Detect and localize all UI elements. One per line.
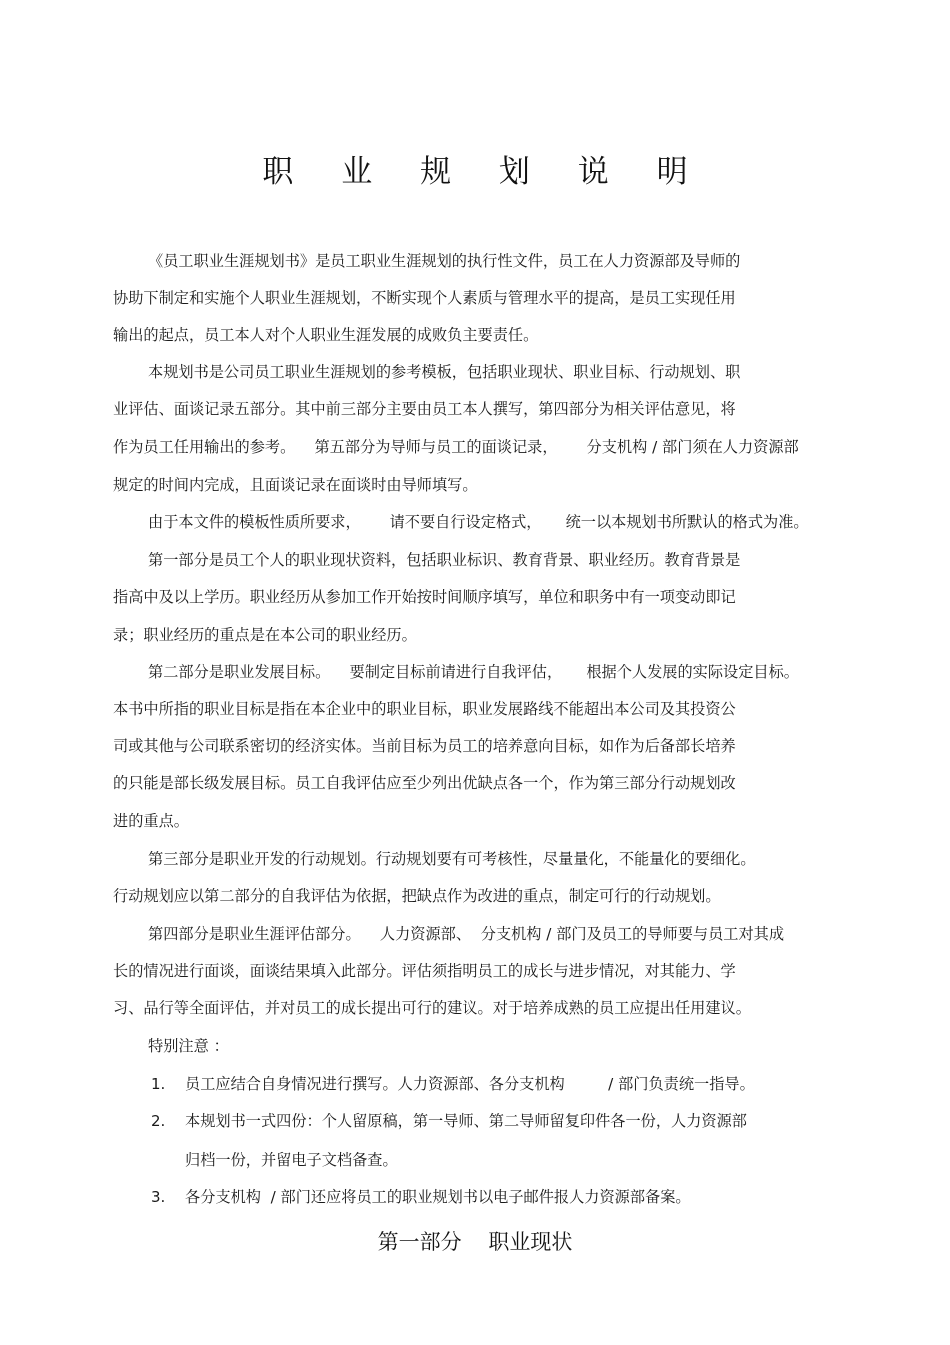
paragraph-line: 本书中所指的职业目标是指在本企业中的职业目标，职业发展路线不能超出本公司及其投资公 bbox=[113, 700, 736, 718]
document-title: 职 业 规 划 说 明 bbox=[262, 154, 707, 190]
paragraph-line: 长的情况进行面谈，面谈结果填入此部分。评估须指明员工的成长与进步情况，对其能力、学 bbox=[113, 962, 736, 980]
paragraph-line: 本规划书是公司员工职业生涯规划的参考模板，包括职业现状、职业目标、行动规划、职 bbox=[148, 363, 741, 381]
section-heading: 第一部分 职业现状 bbox=[377, 1230, 573, 1254]
list-item-number: 3. bbox=[151, 1188, 166, 1206]
paragraph-line: 的只能是部长级发展目标。员工自我评估应至少列出优缺点各一个，作为第三部分行动规划改 bbox=[113, 774, 736, 792]
paragraph-line: 行动规划应以第二部分的自我评估为依据，把缺点作为改进的重点，制定可行的行动规划。 bbox=[113, 887, 721, 905]
paragraph-line: 第一部分是员工个人的职业现状资料，包括职业标识、教育背景、职业经历。教育背景是 bbox=[148, 551, 741, 569]
paragraph-line: 由于本文件的模板性质所要求， 请不要自行设定格式， 统一以本规划书所默认的格式为准。 bbox=[148, 513, 809, 531]
list-item-number: 2. bbox=[151, 1112, 166, 1130]
paragraph-line: 第四部分是职业生涯评估部分。 人力资源部、 分支机构 / 部门及员工的导师要与员工对其成 bbox=[148, 925, 785, 943]
list-item-text: 各分支机构 / 部门还应将员工的职业规划书以电子邮件报人力资源部备案。 bbox=[185, 1188, 691, 1206]
notice-label: 特别注意 ： bbox=[148, 1037, 229, 1055]
list-item-text: 本规划书一式四份：个人留原稿，第一导师、第二导师留复印件各一份，人力资源部 bbox=[185, 1112, 747, 1130]
paragraph-line: 规定的时间内完成，且面谈记录在面谈时由导师填写。 bbox=[113, 476, 478, 494]
paragraph-line: 协助下制定和实施个人职业生涯规划，不断实现个人素质与管理水平的提高，是员工实现任用 bbox=[113, 289, 736, 307]
paragraph-line: 习、品行等全面评估，并对员工的成长提出可行的建议。对于培养成熟的员工应提出任用建议。 bbox=[113, 999, 751, 1017]
paragraph-line: 业评估、面谈记录五部分。其中前三部分主要由员工本人撰写，第四部分为相关评估意见，将 bbox=[113, 400, 736, 418]
paragraph-line: 第二部分是职业发展目标。 要制定目标前请进行自我评估， 根据个人发展的实际设定目标。 bbox=[148, 663, 799, 681]
paragraph-line: 作为员工任用输出的参考。 第五部分为导师与员工的面谈记录， 分支机构 / 部门须在人力资源部 bbox=[113, 438, 799, 456]
paragraph-line: 司或其他与公司联系密切的经济实体。当前目标为员工的培养意向目标，如作为后备部长培养 bbox=[113, 737, 736, 755]
list-item-number: 1. bbox=[151, 1075, 166, 1093]
paragraph-line: 输出的起点，员工本人对个人职业生涯发展的成败负主要责任。 bbox=[113, 326, 539, 344]
paragraph-line: 录；职业经历的重点是在本公司的职业经历。 bbox=[113, 626, 417, 644]
paragraph-line: 指高中及以上学历。职业经历从参加工作开始按时间顺序填写，单位和职务中有一项变动即记 bbox=[113, 588, 736, 606]
paragraph-line: 《员工职业生涯规划书》是员工职业生涯规划的执行性文件，员工在人力资源部及导师的 bbox=[148, 252, 741, 270]
paragraph-line: 进的重点。 bbox=[113, 812, 189, 830]
list-item-text: 归档一份，并留电子文档备查。 bbox=[185, 1151, 398, 1169]
paragraph-line: 第三部分是职业开发的行动规划。行动规划要有可考核性，尽量量化，不能量化的要细化。 bbox=[148, 850, 756, 868]
list-item-text: 员工应结合自身情况进行撰写。人力资源部、各分支机构 / 部门负责统一指导。 bbox=[185, 1075, 755, 1093]
